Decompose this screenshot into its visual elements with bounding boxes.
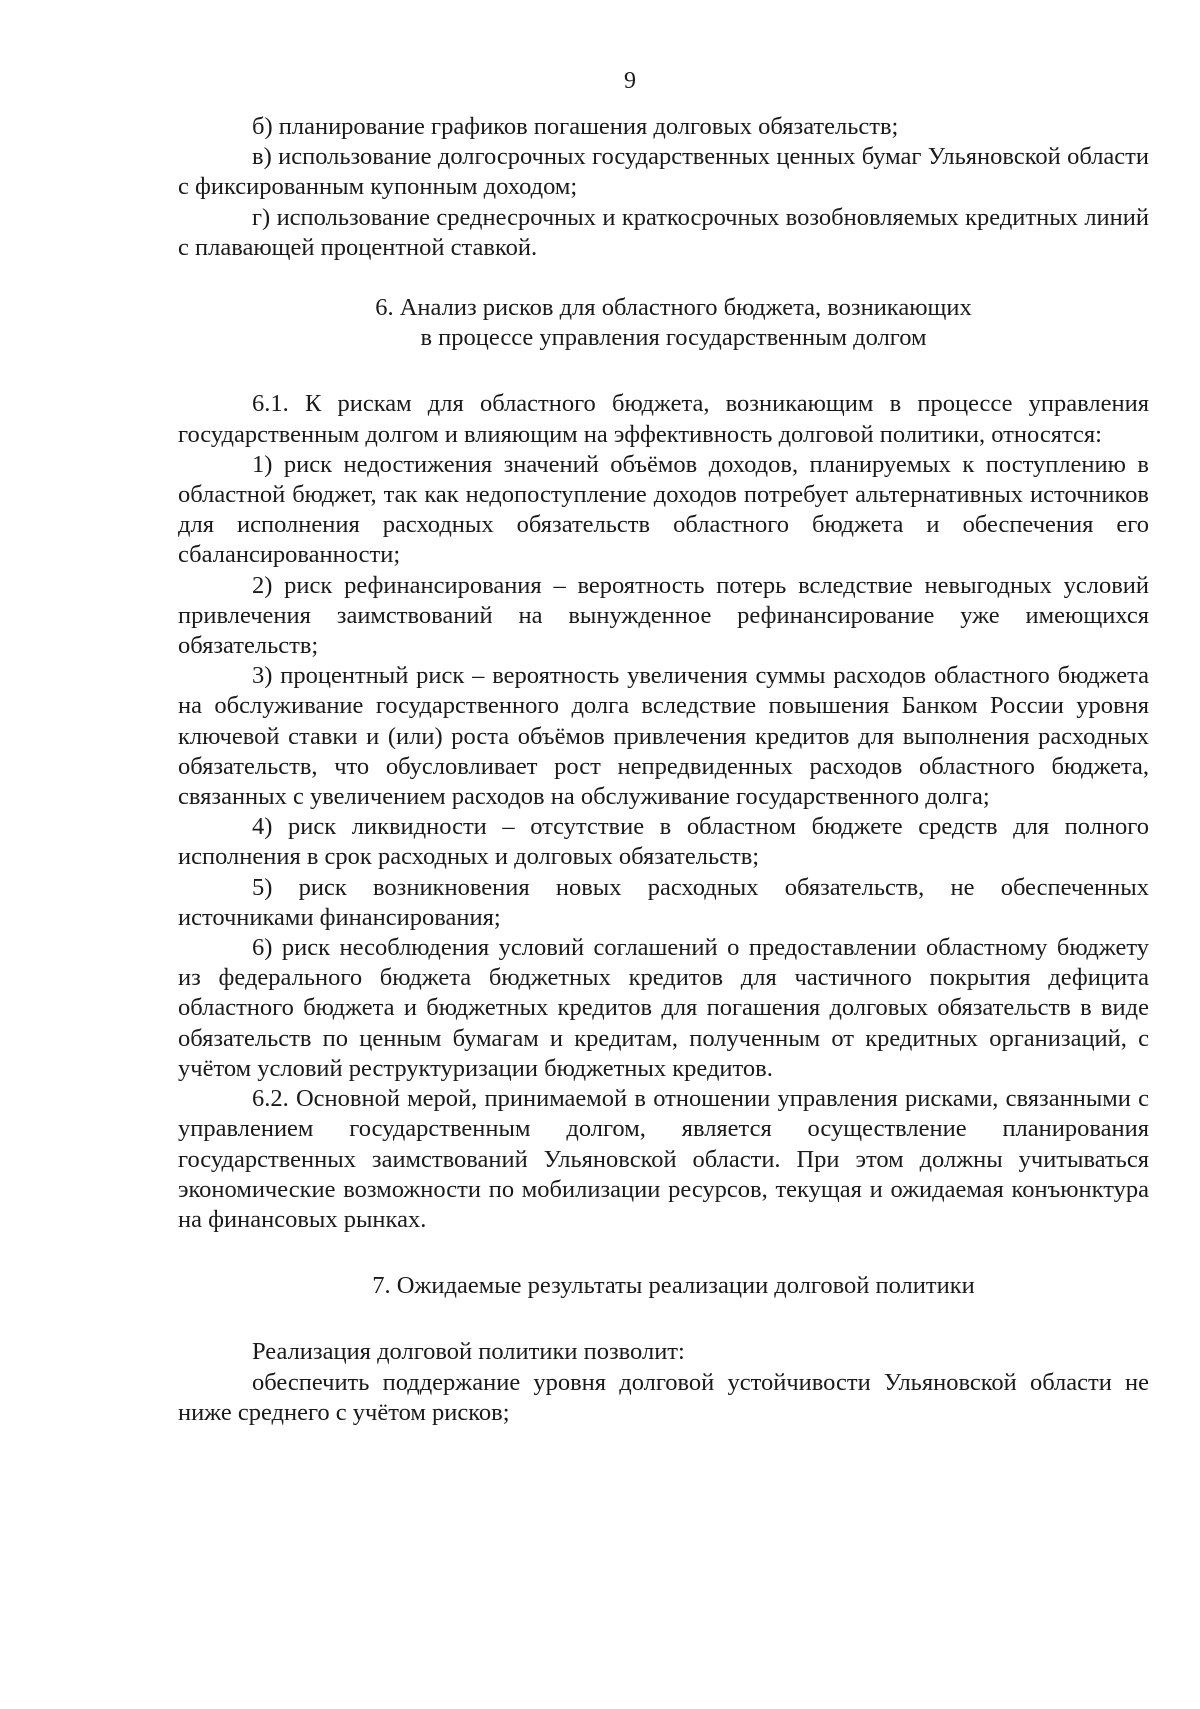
spacer [178, 1301, 1149, 1337]
risk-item-6: 6) риск несоблюдения условий соглашений о предоставлении областному бюджету из федерального бюджета бюджетных кредитов для частичного покрытия дефицита областного бюджета и бюджетных кредитов для погашения долговых обязательств в виде обязательств по ценным бумагам и кредитам, полученным от кредитных организаций, с учётом условий реструктуризации бюджетных кредитов. [178, 934, 1149, 1082]
paragraph-6-1: 6.1. К рискам для областного бюджета, возникающим в процессе управления государственным долгом и влияющим на эффективность долговой политики, относятся: [178, 390, 1149, 448]
section-6-heading [178, 293, 1149, 353]
section-6-heading-line-1: 6. Анализ рисков для областного бюджета, возникающих [375, 294, 972, 322]
paragraph-7-result-1: обеспечить поддержание уровня долговой устойчивости Ульяновской области не ниже среднего с учётом рисков; [178, 1368, 1149, 1426]
document-body [178, 112, 1149, 1428]
paragraph-g: г) использование среднесрочных и краткосрочных возобновляемых кредитных линий с плавающей процентной ставкой. [178, 203, 1149, 261]
spacer [178, 263, 1149, 293]
paragraph-v: в) использование долгосрочных государственных ценных бумаг Ульяновской области с фиксированным купонным доходом; [178, 143, 1149, 201]
paragraph-6-2: 6.2. Основной мерой, принимаемой в отношении управления рисками, связанными с управлением государственным долгом, является осуществление планирования государственных заимствований Ульяновской области. При этом должны учитываться экономические возможности по мобилизации ресурсов, текущая и ожидаемая конъюнктура на финансовых рынках. [178, 1085, 1149, 1233]
paragraph-7-intro: Реализация долговой политики позволит: [252, 1338, 685, 1366]
risk-item-2: 2) риск рефинансирования – вероятность потерь вследствие невыгодных условий привлечения заимствований на вынужденное рефинансирование уже имеющихся обязательств; [178, 571, 1149, 660]
paragraph-b: б) планирование графиков погашения долговых обязательств; [252, 113, 899, 140]
risk-item-1: 1) риск недостижения значений объёмов доходов, планируемых к поступлению в областной бюджет, так как недопоступление доходов потребует альтернативных источников для исполнения расходных обязательств областного бюджета и обеспечения его сбалансированности; [178, 450, 1149, 569]
spacer [178, 353, 1149, 389]
spacer [178, 1235, 1149, 1271]
section-7-heading: 7. Ожидаемые результаты реализации долговой политики [372, 1272, 975, 1300]
risk-item-5: 5) риск возникновения новых расходных обязательств, не обеспеченных источниками финансирования; [178, 873, 1149, 931]
section-6-heading-line-2: в процессе управления государственным долгом [420, 324, 927, 352]
page-number: 9 [624, 68, 636, 94]
risk-item-3: 3) процентный риск – вероятность увеличения суммы расходов областного бюджета на обслуживание государственного долга вследствие повышения Банком России уровня ключевой ставки и (или) роста объёмов привлечения кредитов для выполнения расходных обязательств, что обусловливает рост непредвиденных расходов областного бюджета, связанных с увеличением расходов на обслуживание государственного долга; [178, 662, 1149, 811]
risk-item-4: 4) риск ликвидности – отсутствие в областном бюджете средств для полного исполнения в срок расходных и долговых обязательств; [178, 813, 1149, 871]
